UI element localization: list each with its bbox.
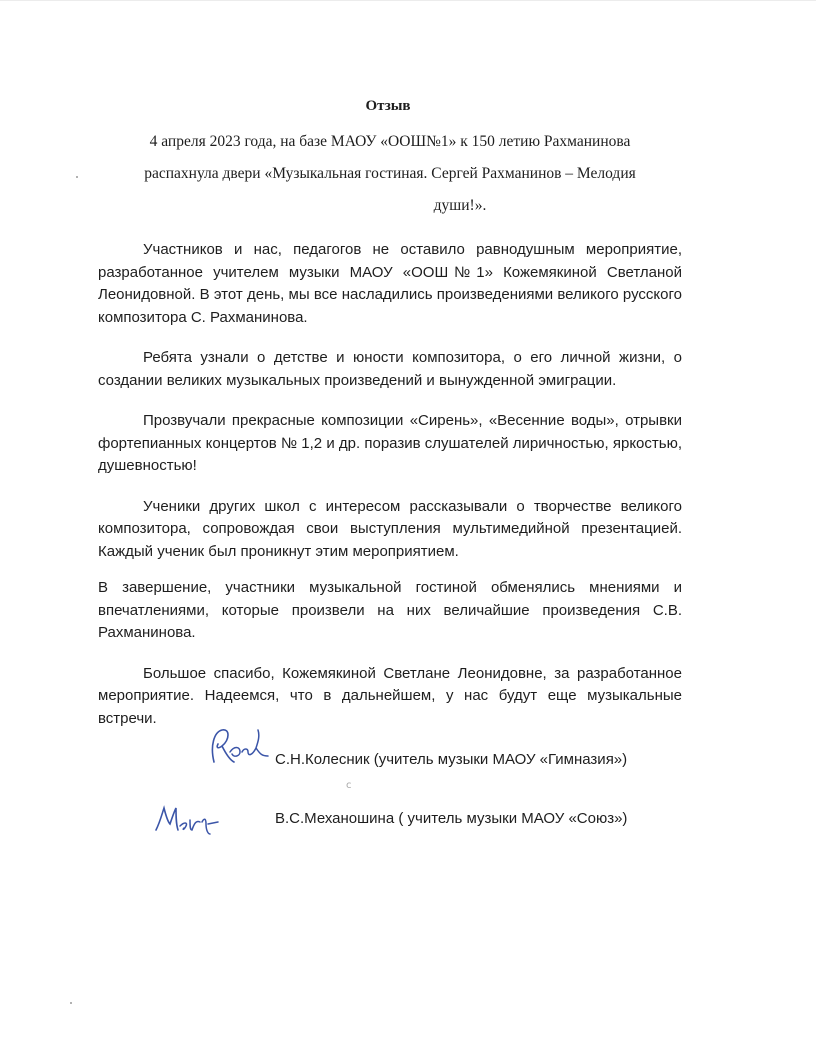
- intro-line: души!».: [433, 197, 487, 214]
- stray-mark: c: [346, 780, 352, 791]
- paragraph: Участников и нас, педагогов не оставило равнодушным мероприятие, разработанное учителем музыки МАОУ «ООШ№1» Кожемякиной Светланой Леонидовной. В этот день, мы все насладились произведениями великого русского композитора С. Рахманинова.: [98, 241, 682, 326]
- scan-speck: [76, 176, 78, 178]
- intro-line: распахнула двери «Музыкальная гостиная. Сергей Рахманинов – Мелодия: [144, 165, 636, 182]
- signature-line-mekhanoshina: В.С.Механошина ( учитель музыки МАОУ «Союз»): [275, 810, 628, 827]
- paragraph: Прозвучали прекрасные композиции «Сирень», «Весенние воды», отрывки фортепианных концертов № 1,2 и др. поразив слушателей лиричностью, яркостью, душевностью!: [98, 412, 682, 474]
- body-text: [98, 239, 682, 744]
- document-title: Отзыв: [365, 98, 411, 114]
- handwritten-signature-icon: [200, 722, 272, 772]
- scan-speck: [70, 1002, 72, 1004]
- paragraph: Ученики других школ с интересом рассказывали о творчестве великого композитора, сопровождая свои выступления мультимедийной презентацией. Каждый ученик был проникнут этим мероприятием.: [98, 497, 682, 560]
- intro-block: [110, 126, 670, 222]
- paragraph: В завершение, участники музыкальной гостиной обменялись мнениями и впечатлениями, которые произвели на них величайшие произведения С.В. Рахманинова.: [98, 579, 682, 641]
- intro-line: 4 апреля 2023 года, на базе МАОУ «ООШ№1» к 150 летию Рахманинова: [149, 133, 631, 150]
- paragraph: Большое спасибо, Кожемякиной Светлане Леонидовне, за разработанное мероприятие. Надеемся, что в дальнейшем, у нас будут еще музыкальные встречи.: [98, 664, 682, 727]
- handwritten-signature-icon: [152, 800, 226, 840]
- signature-kolesnik: [200, 722, 272, 772]
- paragraph: Ребята узнали о детстве и юности композитора, о его личной жизни, о создании великих музыкальных произведений и вынужденной эмиграции.: [98, 349, 682, 389]
- signature-mekhanoshina: [152, 800, 226, 840]
- signature-line-kolesnik: С.Н.Колесник (учитель музыки МАОУ «Гимназия»): [275, 751, 628, 768]
